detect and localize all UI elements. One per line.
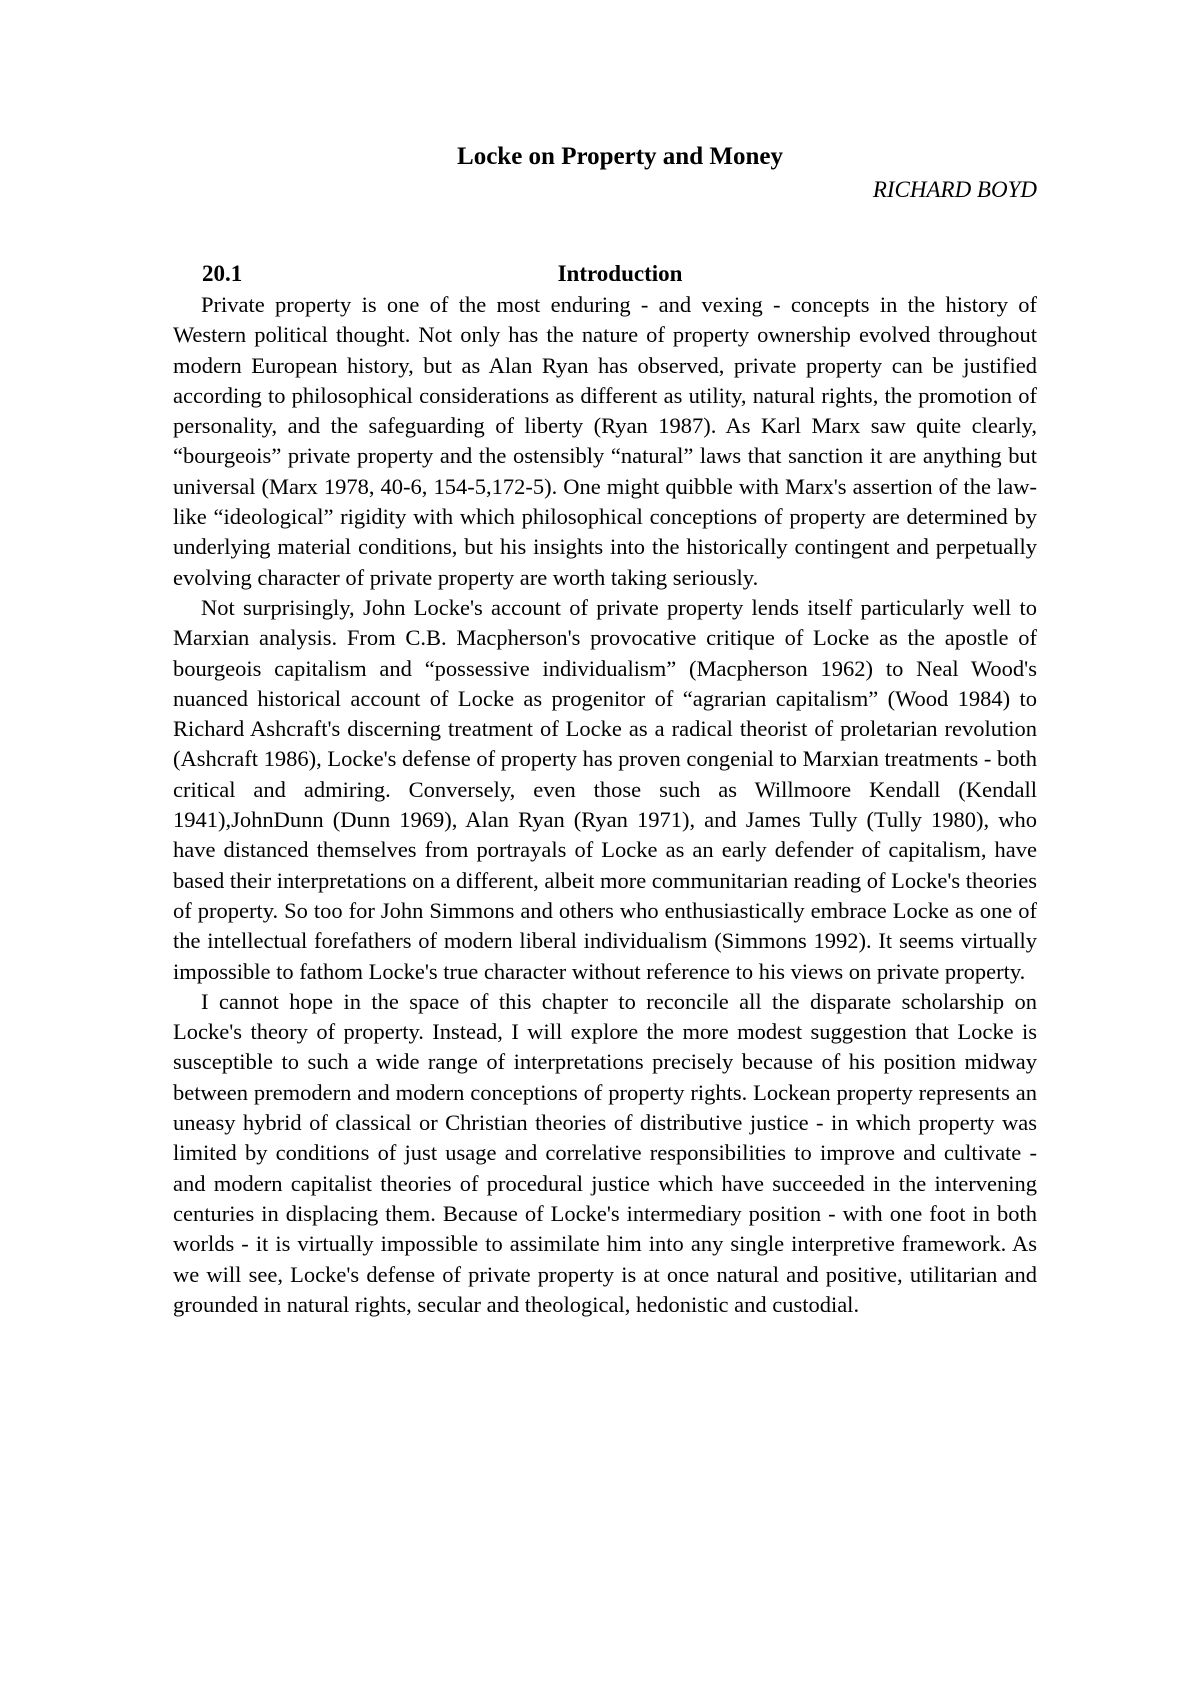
paragraph-1: Private property is one of the most enduring - and vexing - concepts in the history of Western political thought. Not only has the nature of property ownership evolved throughout modern European history, but as Alan Ryan has observed, private property can be justified according to philosophical considerations as different as utility, natural rights, the promotion of personality, and the safeguarding of liberty (Ryan 1987). As Karl Marx saw quite clearly, “bourgeois” private property and the ostensibly “natural” laws that sanction it are anything but universal (Marx 1978, 40-6, 154-5,172-5). One might quibble with Marx's assertion of the law-like “ideological” rigidity with which philosophical conceptions of property are determined by underlying material conditions, but his insights into the historically contingent and perpetually evolving character of private property are worth taking seriously. [173, 292, 1037, 590]
section-number: 20.1 [202, 261, 243, 286]
chapter-title: Locke on Property and Money [457, 143, 783, 170]
body-text [173, 290, 1037, 1320]
section-title: Introduction [557, 261, 683, 286]
document-page [173, 140, 1037, 1320]
paragraph-2: Not surprisingly, John Locke's account of private property lends itself particularly well to Marxian analysis. From C.B. Macpherson's provocative critique of Locke as the apostle of bourgeois capitalism and “possessive individualism” (Macpherson 1962) to Neal Wood's nuanced historical account of Locke as progenitor of “agrarian capitalism” (Wood 1984) to Richard Ashcraft's discerning treatment of Locke as a radical theorist of proletarian revolution (Ashcraft 1986), Locke's defense of property has proven congenial to Marxian treatments - both critical and admiring. Conversely, even those such as Willmoore Kendall (Kendall 1941),JohnDunn (Dunn 1969), Alan Ryan (Ryan 1971), and James Tully (Tully 1980), who have distanced themselves from portrayals of Locke as an early defender of capitalism, have based their interpretations on a different, albeit more communitarian reading of Locke's theories of property. So too for John Simmons and others who enthusiastically embrace Locke as one of the intellectual forefathers of modern liberal individualism (Simmons 1992). It seems virtually impossible to fathom Locke's true character without reference to his views on private property. [173, 594, 1037, 984]
paragraph-3: I cannot hope in the space of this chapter to reconcile all the disparate scholarship on Locke's theory of property. Instead, I will explore the more modest suggestion that Locke is susceptible to such a wide range of interpretations precisely because of his position midway between premodern and modern conceptions of property rights. Lockean property represents an uneasy hybrid of classical or Christian theories of distributive justice - in which property was limited by conditions of just usage and correlative responsibilities to improve and cultivate - and modern capitalist theories of procedural justice which have succeeded in the intervening centuries in displacing them. Because of Locke's intermediary position - with one foot in both worlds - it is virtually impossible to assimilate him into any single interpretive framework. As we will see, Locke's defense of private property is at once natural and positive, utilitarian and grounded in natural rights, secular and theological, hedonistic and custodial. [173, 988, 1037, 1317]
section-heading [173, 258, 1037, 290]
author-name: RICHARD BOYD [872, 177, 1037, 202]
